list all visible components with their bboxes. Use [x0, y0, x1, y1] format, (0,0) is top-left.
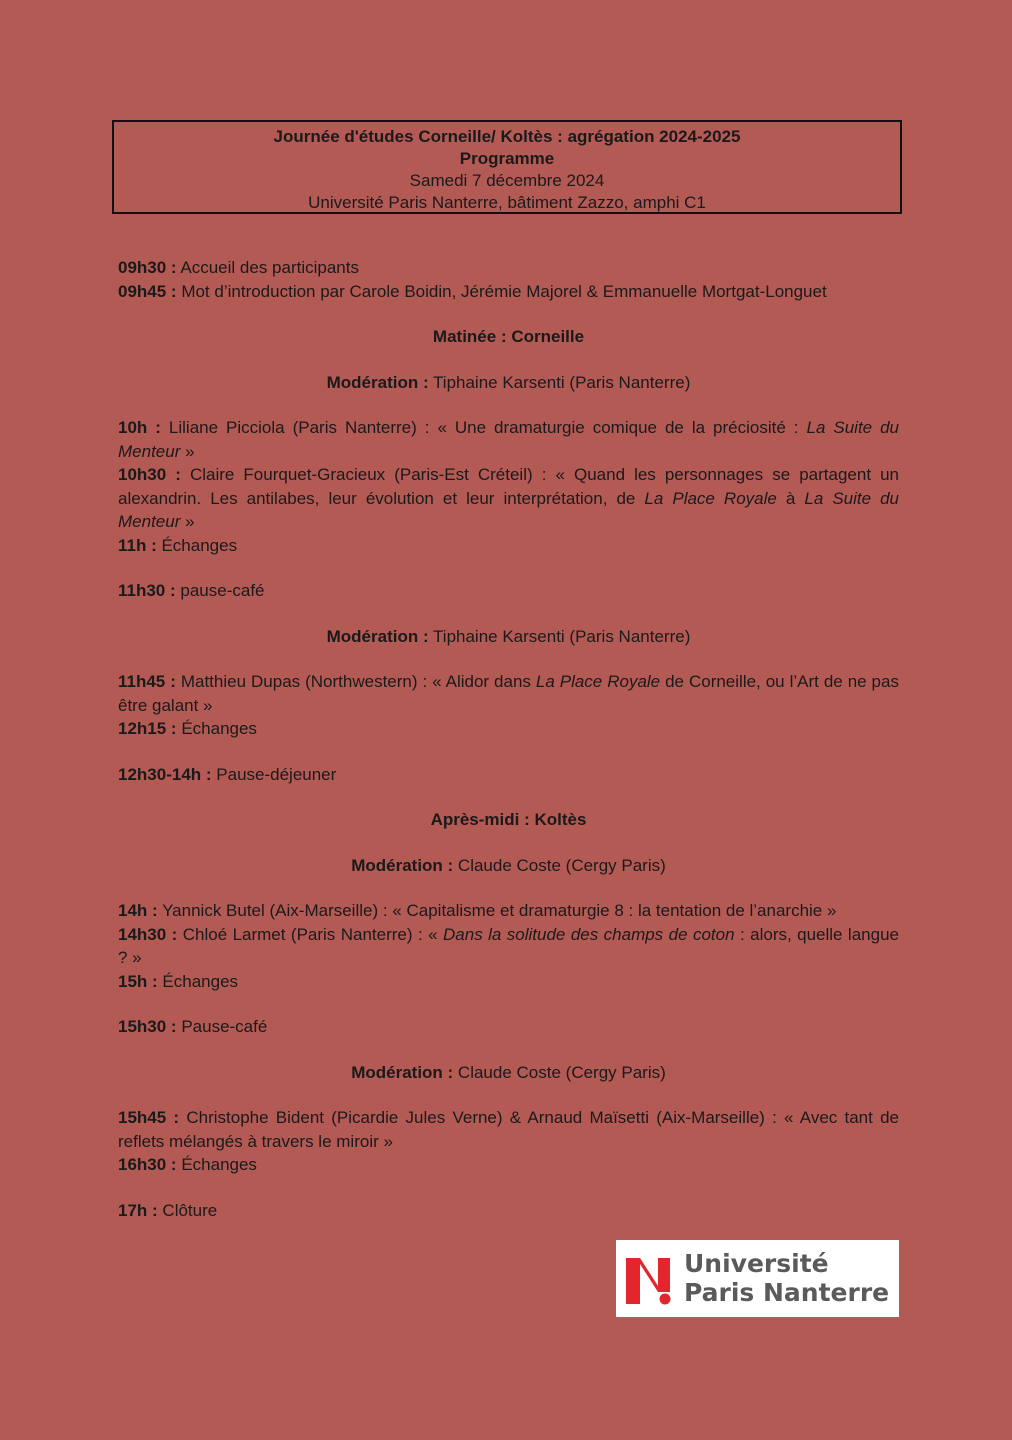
moderation-line: Modération : Claude Coste (Cergy Paris): [351, 855, 666, 875]
closing-item: 17h : Clôture: [118, 1200, 218, 1220]
lunch-item: 12h30-14h : Pause-déjeuner: [118, 764, 337, 784]
university-logo: [616, 1240, 899, 1317]
logo-line-2: Paris Nanterre: [684, 1278, 890, 1307]
intro-item: 09h30 : Accueil des participants: [118, 258, 359, 277]
logo-line-1: Université: [684, 1249, 829, 1278]
talk-item: 14h : Yannick Butel (Aix-Marseille) : « Capitalisme et dramaturgie 8 : la tentation de l’anarchie »: [118, 901, 837, 920]
talk-item: 11h : Échanges: [118, 535, 238, 555]
programme-heading: Programme: [459, 149, 555, 168]
intro-item: 09h45 : Mot d’introduction par Carole Boidin, Jérémie Majorel & Emmanuelle Mortgat-Longuet: [118, 281, 827, 301]
logo-text: [684, 1249, 889, 1307]
moderation-line: Modération : Tiphaine Karsenti (Paris Nanterre): [326, 372, 691, 392]
talk-item: 10h30 : Claire Fourquet-Gracieux (Paris-Est Créteil) : « Quand les personnages se partagent un alexandrin. Les antilabes, leur évolution et leur interprétation, de La Place Royale à La Suite du Menteur »: [118, 465, 900, 531]
talk-item: 16h30 : Échanges: [118, 1155, 257, 1174]
afternoon-title: Après-midi : Koltès: [430, 810, 587, 829]
nanterre-logo-icon: [622, 1252, 680, 1310]
header-box: [112, 120, 902, 214]
break-item: 11h30 : pause-café: [118, 581, 265, 600]
talk-item: 12h15 : Échanges: [118, 719, 257, 738]
talk-item: 11h45 : Matthieu Dupas (Northwestern) : « Alidor dans La Place Royale de Corneille, ou l’Art de ne pas être galant »: [118, 672, 899, 715]
talk-item: 10h : Liliane Picciola (Paris Nanterre) : « Une dramaturgie comique de la préciosité : La Suite du Menteur »: [118, 418, 900, 461]
programme-content: [118, 256, 899, 1222]
event-title: Journée d'études Corneille/ Koltès : agrégation 2024-2025: [273, 127, 741, 146]
talk-item: 15h45 : Christophe Bident (Picardie Jules Verne) & Arnaud Maïsetti (Aix-Marseille) : « Avec tant de reflets mélangés à travers le miroir »: [118, 1108, 900, 1151]
event-date: Samedi 7 décembre 2024: [409, 171, 605, 190]
talk-item: 14h30 : Chloé Larmet (Paris Nanterre) : « Dans la solitude des champs de coton : alors, quelle langue ? »: [118, 924, 899, 967]
event-place: Université Paris Nanterre, bâtiment Zazzo, amphi C1: [308, 193, 706, 212]
moderation-line: Modération : Tiphaine Karsenti (Paris Nanterre): [326, 626, 691, 646]
morning-title: Matinée : Corneille: [432, 327, 585, 346]
talk-item: 15h : Échanges: [118, 971, 239, 991]
moderation-line: Modération : Claude Coste (Cergy Paris): [351, 1062, 666, 1082]
break-item: 15h30 : Pause-café: [118, 1017, 268, 1036]
